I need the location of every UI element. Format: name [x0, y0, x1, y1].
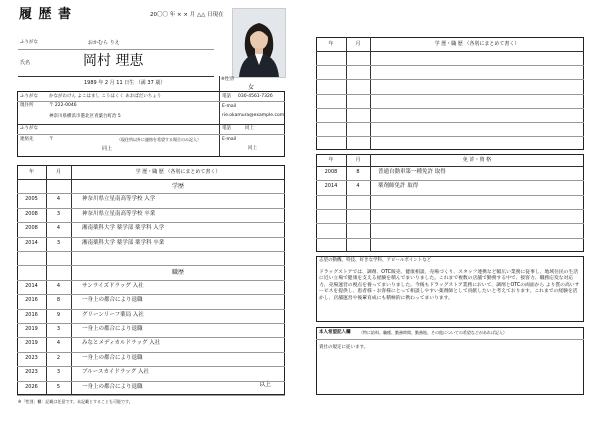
work-year: 2016: [25, 297, 38, 304]
contact-email-label: E-mail: [222, 137, 237, 142]
contact-note: （現住所以外に連絡を希望する場合のみ記入）: [117, 137, 201, 142]
postal-code: 〒 222-0046: [49, 103, 77, 108]
contact-furigana-label: ふりがな: [20, 126, 38, 131]
edu-year: 2008: [25, 225, 38, 232]
work-month: 9: [56, 311, 61, 318]
work-year: 2019: [25, 326, 38, 332]
work-text: 一身上の都合により退職: [82, 383, 143, 390]
education-heading: 学歴: [171, 183, 184, 190]
email-label: E-mail: [222, 104, 237, 109]
history-col-month: 月: [55, 169, 61, 175]
work-text: みなとメディカルドラッグ 入社: [82, 340, 161, 347]
name-label: 氏名: [20, 60, 31, 66]
work-year: 2019: [25, 340, 38, 347]
motivation-label: 志望の動機、特技、好きな学科、アピールポイントなど: [319, 258, 432, 263]
history-col-title: 学 歴・職 歴 （各別にまとめて書く）: [135, 169, 221, 175]
address-furigana-label: ふりがな: [20, 94, 38, 99]
edu-month: 3: [56, 239, 61, 246]
phone-label: 電話: [222, 94, 231, 99]
edu-text: 神奈川県立星南高等学校 卒業: [82, 210, 156, 217]
license-col-year: 年: [328, 157, 334, 163]
work-text: グリーンリーフ薬局 入社: [82, 311, 144, 318]
address-value: 神奈川県横浜市港北区青葉台町治 5: [49, 114, 121, 119]
furigana-label: ふりがな: [20, 40, 38, 45]
work-month: 3: [56, 369, 61, 376]
furigana-value: おかむら りえ: [88, 40, 120, 46]
license-year: 2008: [324, 169, 338, 175]
address-label: 現住所: [20, 103, 34, 108]
work-heading: 職歴: [171, 269, 184, 276]
license-text: 薬剤師免許 取得: [378, 183, 419, 190]
request-text: 貴社の規定に従います。: [319, 345, 369, 350]
license-month: 4: [356, 183, 360, 190]
work-year: 2014: [25, 282, 38, 289]
contact-email-value: 同上: [248, 146, 257, 151]
work-year: 2026: [25, 383, 38, 390]
photo: [232, 8, 286, 78]
contact-phone-value: 同上: [245, 126, 254, 131]
work-month: 3: [56, 326, 61, 332]
edu-month: 4: [56, 196, 61, 203]
work-month: 4: [56, 340, 61, 347]
license-col-title: 免 許・資 格: [462, 157, 492, 163]
license-text: 普通自動車第一種免許 取得: [378, 169, 446, 175]
license-month: 8: [356, 169, 360, 175]
birth-date: 1989 年 2 月 11 日生 （満 37 歳）: [84, 80, 166, 86]
work-month: 2: [56, 354, 61, 361]
history-col-year: 年: [28, 169, 34, 175]
contact-postal: 〒: [49, 137, 54, 142]
work-month: 5: [56, 383, 61, 390]
resume-title: 履 歴 書: [19, 7, 73, 22]
work-year: 2016: [25, 311, 38, 318]
edu-month: 4: [56, 225, 61, 232]
contact-same: 同上: [102, 146, 113, 152]
history2-col-title: 学 歴・職 歴 （各別にまとめて書く）: [434, 41, 520, 47]
work-text: 一身上の都合により退職: [82, 297, 143, 304]
resume-date: 20〇〇 年 × × 月 △△ 日現在: [150, 12, 224, 18]
request-note: （特に給料、職種、勤務時間、勤務地、その他についての希望などがあれば記入）: [359, 330, 507, 335]
history2-col-year: 年: [328, 41, 334, 47]
work-month: 8: [56, 297, 61, 304]
history2-col-month: 月: [355, 41, 361, 47]
edu-text: 神奈川県立星南高等学校 入学: [82, 196, 156, 203]
name-value: 岡村 理恵: [83, 53, 144, 69]
edu-year: 2005: [25, 196, 38, 203]
work-year: 2023: [25, 369, 38, 376]
work-text: 一身上の都合により退職: [82, 354, 143, 361]
history-end: 以上: [259, 381, 272, 388]
gender-value: 女: [248, 84, 255, 91]
contact-label: 連絡先: [20, 137, 34, 142]
edu-text: 湘南薬科大学 薬学部 薬学科 卒業: [82, 239, 165, 246]
work-text: 一身上の都合により退職: [82, 326, 143, 332]
work-text: ブルースカイドラッグ 入社: [82, 369, 149, 376]
edu-year: 2008: [25, 210, 38, 217]
license-year: 2014: [324, 183, 338, 190]
edu-text: 湘南薬科大学 薬学部 薬学科 入学: [82, 225, 165, 232]
request-label: 本人希望記入欄: [319, 330, 351, 335]
address-furigana: かながわけん よこはまし こうほくく あおばだいちょう: [49, 94, 162, 99]
motivation-text: ドラッグストアでは、調剤、OTC販売、健康相談、売場づくり、スタッフ連携など幅広い業務に従事し、地域住民の生活に近い立場で健康を支える経験を積んでまいりました。これまで複数の店舗で勤務する中で、接客力、職務応変な対応力、売場運営の視点を養ってまいりました。今後もドラッグストア業務において、調剤とOTCの両面から より質の高いサービスを提供し、患者様・お客様にとって相談しやすい薬剤師として貢献したいと考えております。これまでの経験を活かし、店舗運営や後輩育成にも積極的に携わってまいります。: [319, 270, 580, 301]
portrait-image: [233, 9, 285, 77]
edu-month: 3: [56, 210, 61, 217]
edu-year: 2014: [25, 239, 38, 246]
email-value: rie.okamura@example.com: [222, 113, 285, 118]
work-month: 4: [56, 282, 61, 289]
license-col-month: 月: [355, 157, 361, 163]
work-text: サンライズドラッグ 入社: [82, 282, 144, 289]
phone-value: 030-4561-7326: [238, 94, 273, 99]
footnote: ※「性別」欄：記載は任意です。未記載とすることも可能です。: [18, 399, 133, 404]
gender-label: ※性別: [221, 77, 234, 82]
work-year: 2023: [25, 354, 38, 361]
contact-phone-label: 電話: [222, 126, 231, 131]
request-box: [316, 327, 584, 395]
